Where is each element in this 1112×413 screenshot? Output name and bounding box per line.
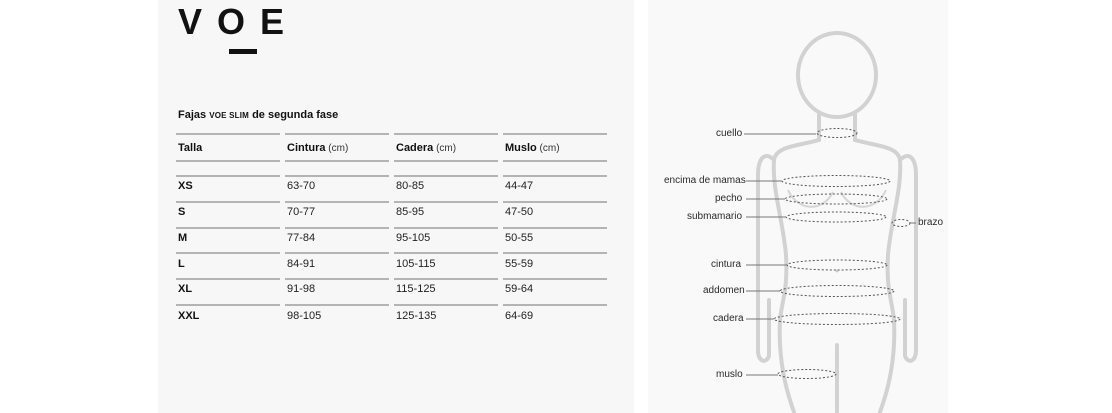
muslo-cell: 47-50	[505, 206, 534, 218]
right-arm-outline	[900, 156, 916, 361]
label-muslo: muslo	[716, 369, 743, 380]
header-unit: (cm)	[433, 143, 457, 154]
table-rule	[176, 278, 280, 280]
table-rule	[176, 175, 280, 177]
submamario-ellipse	[786, 212, 886, 222]
header-label: Muslo	[505, 142, 537, 154]
cadera-cell: 115-125	[396, 283, 436, 295]
cintura-cell: 91-98	[287, 283, 316, 295]
table-rule	[503, 252, 607, 254]
addomen-ellipse	[780, 286, 894, 297]
header-label: Cadera	[396, 142, 434, 154]
cintura-cell: 84-91	[287, 258, 316, 270]
table-rule	[176, 133, 280, 135]
label-cintura: cintura	[711, 259, 742, 270]
table-rule	[176, 160, 280, 162]
header-3	[505, 142, 560, 155]
cintura-cell: 98-105	[287, 310, 322, 322]
label-addomen: addomen	[703, 285, 745, 296]
muslo-cell: 55-59	[505, 258, 534, 270]
table-rule	[285, 160, 389, 162]
table-rule	[394, 175, 498, 177]
table-rule	[394, 252, 498, 254]
label-pecho: pecho	[715, 193, 743, 204]
table-rule	[394, 304, 498, 306]
cadera-cell: 95-105	[396, 232, 431, 244]
size-cell: M	[178, 232, 188, 244]
cadera-cell: 125-135	[396, 310, 437, 322]
header-label: Talla	[178, 142, 203, 154]
table-rule	[176, 304, 280, 306]
table-rule	[176, 201, 280, 203]
table-rule	[394, 160, 498, 162]
table-rule	[503, 201, 607, 203]
title-prefix: Fajas	[178, 109, 210, 121]
cadera-ellipse	[774, 314, 900, 325]
body-outline-figure	[648, 0, 948, 413]
label-cuello: cuello	[716, 128, 743, 139]
left-arm-outline	[758, 156, 774, 361]
brazo-ellipse	[892, 220, 910, 227]
muslo-cell: 59-64	[505, 283, 534, 295]
size-cell: XXL	[178, 310, 200, 322]
brand-logo: VOE	[178, 1, 300, 42]
cadera-cell: 80-85	[396, 180, 425, 192]
header-unit: (cm)	[536, 143, 560, 154]
header-1	[287, 142, 348, 155]
label-submamario: submamario	[687, 211, 743, 222]
cintura-cell: 77-84	[287, 232, 316, 244]
table-rule	[285, 252, 389, 254]
cintura-cell: 63-70	[287, 180, 316, 192]
table-title	[178, 109, 338, 121]
size-cell: XL	[178, 283, 193, 295]
label-brazo: brazo	[918, 217, 944, 228]
table-rule	[394, 227, 498, 229]
cintura-ellipse	[787, 260, 887, 270]
size-cell: XS	[178, 180, 193, 192]
pecho-ellipse	[785, 194, 887, 204]
table-rule	[285, 133, 389, 135]
table-rule	[394, 133, 498, 135]
cadera-cell: 105-115	[396, 258, 436, 270]
label-encima-de-mamas: encima de mamas	[664, 175, 746, 186]
table-rule	[285, 175, 389, 177]
size-cell: L	[178, 258, 185, 270]
table-rule	[176, 252, 280, 254]
table-rule	[394, 278, 498, 280]
table-rule	[503, 175, 607, 177]
muslo-cell: 44-47	[505, 180, 534, 192]
size-cell: S	[178, 206, 186, 218]
table-rule	[503, 133, 607, 135]
table-rule	[176, 227, 280, 229]
table-rule	[285, 278, 389, 280]
cadera-cell: 85-95	[396, 206, 425, 218]
cintura-cell: 70-77	[287, 206, 316, 218]
head-outline	[798, 33, 876, 117]
muslo-cell: 64-69	[505, 310, 534, 322]
table-rule	[285, 227, 389, 229]
muslo-cell: 50-55	[505, 232, 534, 244]
header-unit: (cm)	[325, 143, 349, 154]
logo-underline	[229, 49, 257, 54]
title-brand: VOE SLIM	[209, 111, 250, 120]
table-rule	[503, 160, 607, 162]
chest-curve-right	[841, 190, 886, 207]
title-suffix: de segunda fase	[249, 109, 339, 121]
encima-de-mamas-ellipse	[782, 176, 890, 187]
table-rule	[285, 304, 389, 306]
header-0	[178, 142, 202, 155]
table-rule	[285, 201, 389, 203]
label-cadera: cadera	[713, 313, 744, 324]
table-rule	[503, 227, 607, 229]
header-2	[396, 142, 456, 155]
muslo-ellipse	[778, 370, 836, 379]
table-rule	[503, 304, 607, 306]
table-rule	[394, 201, 498, 203]
cuello-ellipse	[817, 129, 857, 138]
table-rule	[503, 278, 607, 280]
header-label: Cintura	[287, 142, 326, 154]
